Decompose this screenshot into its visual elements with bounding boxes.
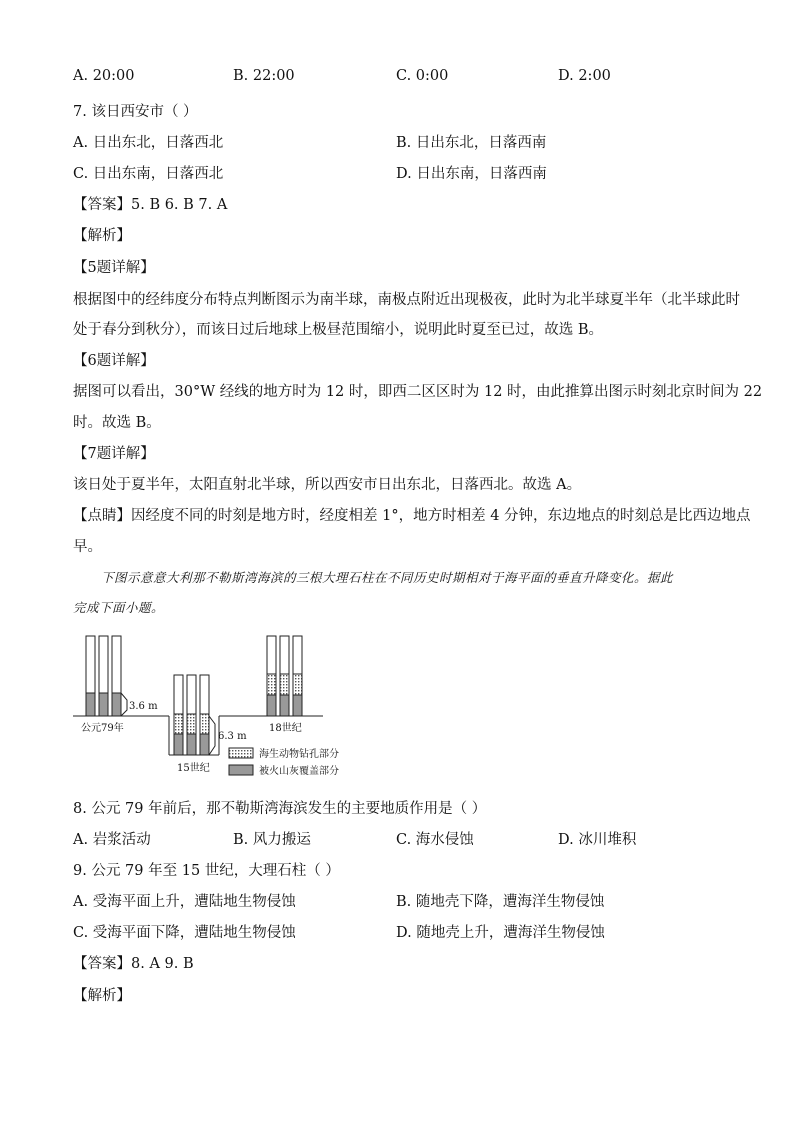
q9-stem: 9. 公元 79 年至 15 世纪，大理石柱（ ） [73, 863, 340, 879]
dimension-6-3m: 6.3 m [218, 731, 247, 742]
pillars-15c [174, 675, 209, 755]
detail-7-title: 【7题详解】 [73, 446, 155, 462]
detail-5-line-2: 处于春分到秋分），而该日过后地球上极昼范围缩小，说明此时夏至已过，故选 B。 [73, 322, 604, 338]
tip-line-2: 早。 [73, 539, 102, 555]
q9-option-a: A. 受海平面上升，遭陆地生物侵蚀 [73, 894, 296, 910]
q7-stem: 7. 该日西安市（ ） [73, 104, 198, 120]
q7-option-b: B. 日出东北，日落西南 [396, 135, 547, 151]
q8-stem: 8. 公元 79 年前后，那不勒斯湾海滨发生的主要地质作用是（ ） [73, 801, 487, 817]
label-18c: 18世纪 [269, 723, 302, 734]
intro-line-2: 完成下面小题。 [73, 600, 165, 615]
dimension-3-6m: 3.6 m [129, 701, 158, 712]
q7-option-a: A. 日出东北，日落西北 [73, 135, 224, 151]
q7-option-d: D. 日出东南，日落西南 [396, 166, 547, 182]
q8-option-d: D. 冰川堆积 [558, 832, 637, 848]
q6-option-d: D. 2:00 [558, 68, 611, 84]
q6-option-c: C. 0:00 [396, 68, 449, 84]
q9-option-c: C. 受海平面下降，遭陆地生物侵蚀 [73, 925, 296, 941]
tip-line-1: 【点睛】因经度不同的时刻是地方时，经度相差 1°，地方时相差 4 分钟，东边地点的时刻总是比西边地点 [73, 508, 751, 524]
answer-line-2: 【答案】8. A 9. B [73, 956, 194, 972]
intro-line-1: 下图示意意大利那不勒斯湾海滨的三根大理石柱在不同历史时期相对于海平面的垂直升降变化。据此 [101, 570, 674, 585]
pillars-79ad [86, 636, 121, 716]
q6-option-b: B. 22:00 [233, 68, 295, 84]
detail-6-line-2: 时。故选 B。 [73, 415, 161, 431]
legend-bored-swatch [229, 748, 253, 758]
legend-bored-label: 海生动物钻孔部分 [259, 749, 339, 760]
pillar-diagram-svg [73, 630, 373, 780]
detail-6-line-1: 据图可以看出，30°W 经线的地方时为 12 时，即西二区区时为 12 时，由此推算出图示时刻北京时间为 22 [73, 384, 763, 400]
detail-6-title: 【6题详解】 [73, 353, 155, 369]
legend-ash-label: 被火山灰覆盖部分 [259, 766, 339, 777]
pillars-18c [267, 636, 302, 716]
label-15c: 15世纪 [177, 763, 210, 774]
detail-7-line-1: 该日处于夏半年，太阳直射北半球，所以西安市日出东北，日落西北。故选 A。 [73, 477, 582, 493]
q8-option-c: C. 海水侵蚀 [396, 832, 474, 848]
label-79ad: 公元79年 [81, 723, 124, 734]
answer-line-1: 【答案】5. B 6. B 7. A [73, 197, 228, 213]
legend-ash-swatch [229, 765, 253, 775]
pillar-diagram [73, 630, 373, 780]
q7-option-c: C. 日出东南，日落西北 [73, 166, 224, 182]
q9-option-b: B. 随地壳下降，遭海洋生物侵蚀 [396, 894, 605, 910]
q8-option-b: B. 风力搬运 [233, 832, 311, 848]
q8-option-a: A. 岩浆活动 [73, 832, 151, 848]
q9-option-d: D. 随地壳上升，遭海洋生物侵蚀 [396, 925, 605, 941]
detail-5-line-1: 根据图中的经纬度分布特点判断图示为南半球，南极点附近出现极夜，此时为北半球夏半年（北半球此时 [73, 292, 740, 308]
detail-5-title: 【5题详解】 [73, 260, 155, 276]
q6-option-a: A. 20:00 [73, 68, 135, 84]
analysis-heading-1: 【解析】 [73, 228, 131, 244]
analysis-heading-2: 【解析】 [73, 988, 131, 1004]
